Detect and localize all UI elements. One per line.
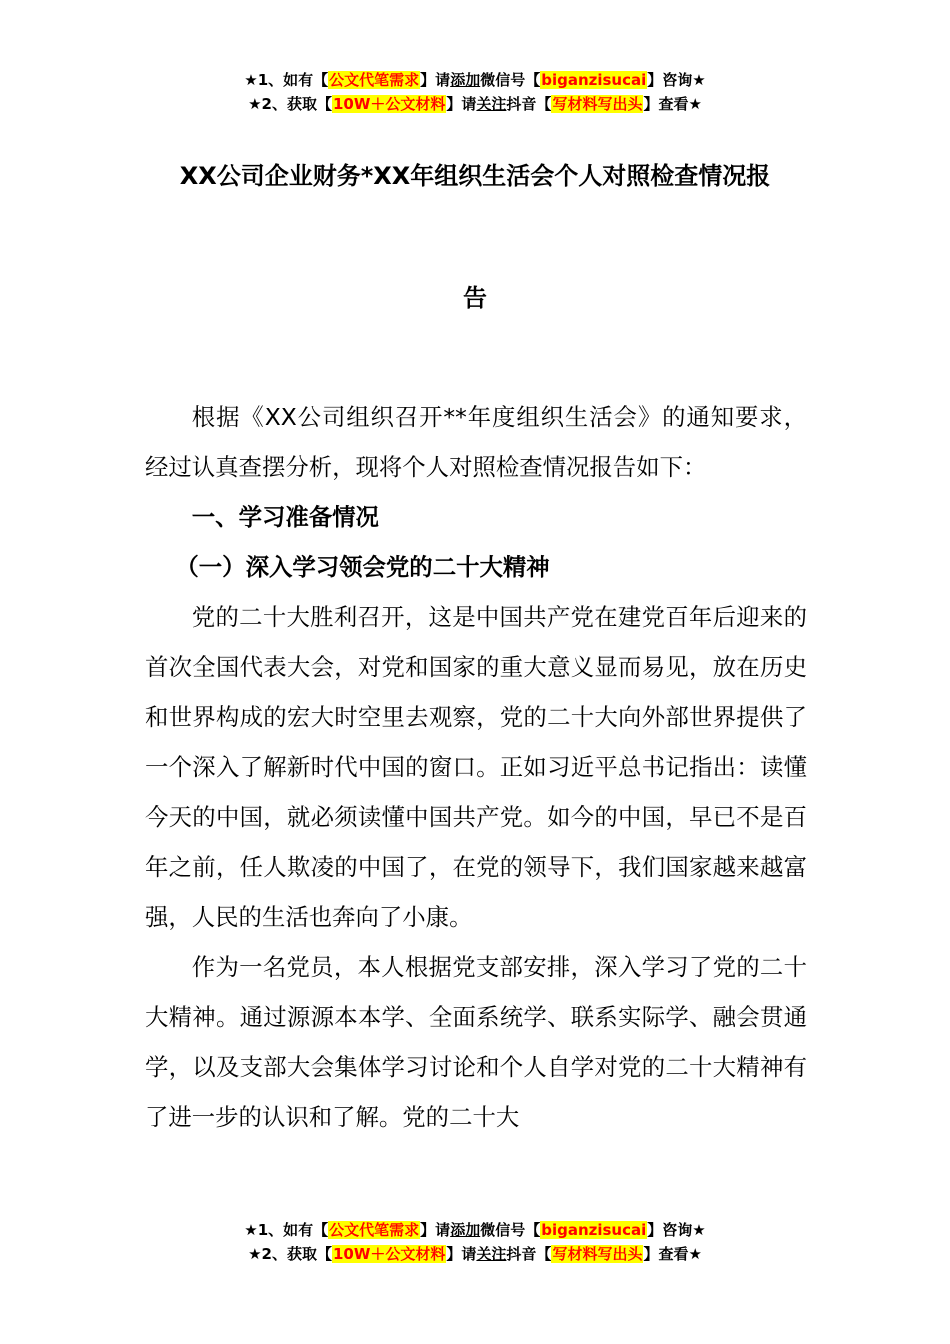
promo-line-2: ★2、获取【10W＋公文材料】请关注抖音【写材料写出头】查看★ <box>248 95 702 113</box>
promo-highlight: 10W＋公文材料 <box>332 95 446 113</box>
promo-highlight: 10W＋公文材料 <box>332 1245 446 1263</box>
douyin-account: 写材料写出头 <box>552 95 643 113</box>
body-paragraph: 作为一名党员，本人根据党支部安排，深入学习了党的二十大精神。通过源源本本学、全面系统学、联系实际学、融会贯通学，以及支部大会集体学习讨论和个人自学对党的二十大精神有了进一步的认识和了解。党的二十大 <box>145 953 807 1131</box>
section-heading: 一、学习准备情况 <box>191 503 379 531</box>
subsection-heading: （一）深入学习领会党的二十大精神 <box>175 553 550 581</box>
wechat-id: biganzisucai <box>541 71 647 89</box>
top-promo-banner <box>0 68 950 116</box>
promo-highlight: 公文代笔需求 <box>329 1221 420 1239</box>
promo-line-2: ★2、获取【10W＋公文材料】请关注抖音【写材料写出头】查看★ <box>248 1245 702 1263</box>
document-body <box>145 392 807 1142</box>
promo-line-1: ★1、如有【公文代笔需求】请添加微信号【biganzisucai】咨询★ <box>244 1221 706 1239</box>
body-paragraph: 党的二十大胜利召开，这是中国共产党在建党百年后迎来的首次全国代表大会，对党和国家的重大意义显而易见，放在历史和世界构成的宏大时空里去观察，党的二十大向外部世界提供了一个深入了解新时代中国的窗口。正如习近平总书记指出：读懂今天的中国，就必须读懂中国共产党。如今的中国，早已不是百年之前，任人欺凌的中国了，在党的领导下，我们国家越来越富强，人民的生活也奔向了小康。 <box>145 603 807 931</box>
document-title-continued: 告 <box>463 284 487 312</box>
promo-highlight: 公文代笔需求 <box>329 71 420 89</box>
promo-line-1: ★1、如有【公文代笔需求】请添加微信号【biganzisucai】咨询★ <box>244 71 706 89</box>
intro-paragraph: 根据《XX公司组织召开**年度组织生活会》的通知要求，经过认真查摆分析，现将个人对照检查情况报告如下： <box>145 403 807 481</box>
douyin-account: 写材料写出头 <box>552 1245 643 1263</box>
bottom-promo-banner <box>0 1218 950 1266</box>
wechat-id: biganzisucai <box>541 1221 647 1239</box>
document-title: XX公司企业财务*XX年组织生活会个人对照检查情况报 <box>179 162 771 190</box>
